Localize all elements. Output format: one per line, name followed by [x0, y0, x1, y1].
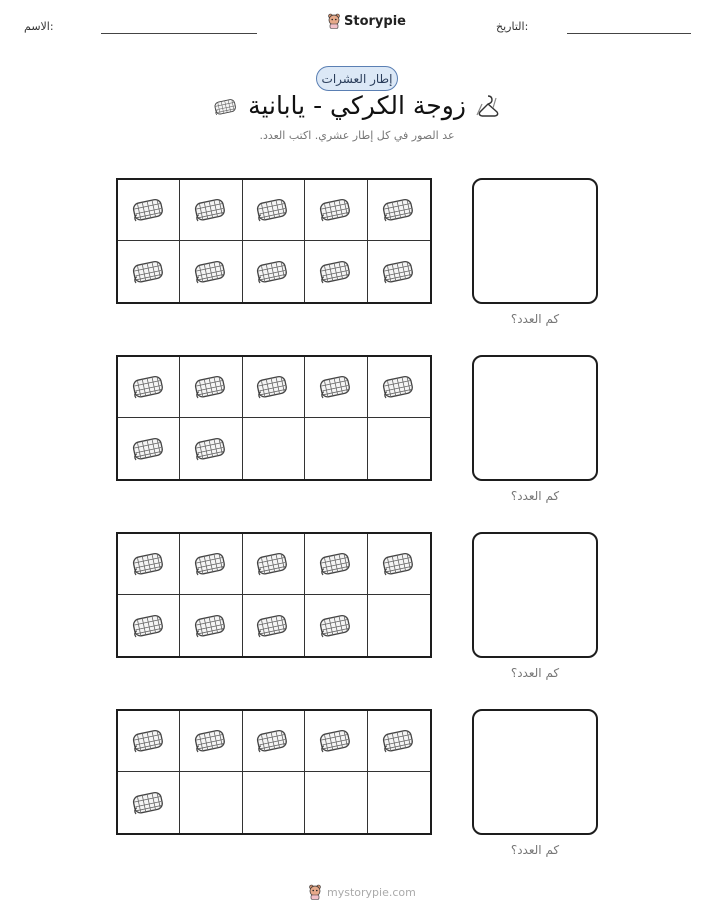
- how-many-label: كم العدد؟: [510, 666, 560, 680]
- ten-frame-cell: [118, 534, 180, 595]
- answer-box[interactable]: [472, 532, 598, 658]
- ten-frame-cell: [243, 595, 305, 656]
- answer-box[interactable]: [472, 355, 598, 481]
- ten-frame-cell: [118, 180, 180, 241]
- folded-futon-icon: [252, 609, 294, 643]
- folded-futon-icon: [315, 724, 357, 758]
- ten-frame-cell: [243, 418, 305, 479]
- ten-frame-cell: [118, 595, 180, 656]
- folded-futon-icon: [252, 193, 294, 227]
- footer: [308, 884, 416, 900]
- date-line[interactable]: [567, 33, 691, 34]
- ten-frame-cell: [243, 241, 305, 302]
- folded-futon-icon: [315, 370, 357, 404]
- ten-frame-cell: [305, 241, 367, 302]
- folded-futon-icon: [128, 370, 170, 404]
- folded-futon-icon: [190, 255, 232, 289]
- ten-frame-cell: [118, 772, 180, 833]
- instructions: عد الصور في كل إطار عشري. اكتب العدد.: [259, 129, 455, 142]
- how-many-label: كم العدد؟: [510, 489, 560, 503]
- answer-box[interactable]: [472, 178, 598, 304]
- ten-frame-cell: [118, 418, 180, 479]
- ten-frame-cell: [305, 595, 367, 656]
- ten-frame-cell: [243, 711, 305, 772]
- folded-futon-icon: [190, 547, 232, 581]
- folded-futon-icon: [315, 193, 357, 227]
- ten-frame-cell: [243, 180, 305, 241]
- folded-futon-icon: [128, 724, 170, 758]
- ten-frame-cell: [180, 241, 242, 302]
- ten-frame-cell: [180, 711, 242, 772]
- folded-futon-icon: [128, 193, 170, 227]
- folded-futon-icon: [252, 547, 294, 581]
- ten-frame-cell: [180, 357, 242, 418]
- folded-futon-icon: [128, 786, 170, 820]
- folded-futon-icon: [190, 609, 232, 643]
- ten-frame-cell: [368, 418, 430, 479]
- how-many-label: كم العدد؟: [510, 843, 560, 857]
- folded-futon-icon: [252, 255, 294, 289]
- folded-futon-icon: [252, 370, 294, 404]
- ten-frame-cell: [368, 180, 430, 241]
- folded-futon-icon: [378, 193, 420, 227]
- ten-frame-cell: [180, 595, 242, 656]
- folded-futon-icon: [211, 94, 241, 120]
- ten-frame-cell: [305, 772, 367, 833]
- folded-futon-icon: [128, 609, 170, 643]
- ten-frame-cell: [305, 357, 367, 418]
- page-title: زوجة الكركي - يابانية: [248, 91, 466, 120]
- ten-frame-cell: [368, 357, 430, 418]
- folded-futon-icon: [190, 193, 232, 227]
- folded-futon-icon: [128, 432, 170, 466]
- ten-frame: [116, 709, 432, 835]
- ten-frame: [116, 355, 432, 481]
- ten-frame: [116, 532, 432, 658]
- folded-futon-icon: [252, 724, 294, 758]
- folded-futon-icon: [378, 547, 420, 581]
- ten-frame-cell: [243, 772, 305, 833]
- folded-futon-icon: [128, 255, 170, 289]
- ten-frame-cell: [180, 534, 242, 595]
- ten-frame-cell: [368, 241, 430, 302]
- answer-box[interactable]: [472, 709, 598, 835]
- mascot-icon: [327, 13, 341, 29]
- ten-frame-cell: [243, 357, 305, 418]
- ten-frame-cell: [305, 418, 367, 479]
- folded-futon-icon: [315, 547, 357, 581]
- topic-badge: إطار العشرات: [316, 66, 398, 91]
- how-many-label: كم العدد؟: [510, 312, 560, 326]
- ten-frame-cell: [180, 180, 242, 241]
- footer-url[interactable]: mystorypie.com: [327, 885, 416, 899]
- folded-futon-icon: [128, 547, 170, 581]
- folded-futon-icon: [190, 432, 232, 466]
- folded-futon-icon: [190, 370, 232, 404]
- ten-frame-cell: [368, 534, 430, 595]
- ten-frame-cell: [118, 241, 180, 302]
- folded-futon-icon: [378, 370, 420, 404]
- ten-frame-cell: [368, 772, 430, 833]
- name-label: الاسم:: [24, 20, 54, 33]
- ten-frame-cell: [305, 711, 367, 772]
- folded-futon-icon: [378, 255, 420, 289]
- brand-name: Storypie: [344, 13, 406, 29]
- ten-frame-cell: [118, 357, 180, 418]
- ten-frame-cell: [305, 534, 367, 595]
- ten-frame-cell: [243, 534, 305, 595]
- ten-frame: [116, 178, 432, 304]
- folded-futon-icon: [378, 724, 420, 758]
- folded-futon-icon: [190, 724, 232, 758]
- brand-logo: [327, 13, 406, 29]
- ten-frame-cell: [368, 711, 430, 772]
- ten-frame-cell: [180, 772, 242, 833]
- ten-frame-cell: [180, 418, 242, 479]
- ten-frame-cell: [305, 180, 367, 241]
- mascot-icon: [308, 884, 322, 900]
- date-label: التاريخ:: [496, 20, 529, 33]
- folded-futon-icon: [315, 609, 357, 643]
- ten-frame-cell: [368, 595, 430, 656]
- name-line[interactable]: [101, 33, 257, 34]
- ten-frame-cell: [118, 711, 180, 772]
- folded-futon-icon: [315, 255, 357, 289]
